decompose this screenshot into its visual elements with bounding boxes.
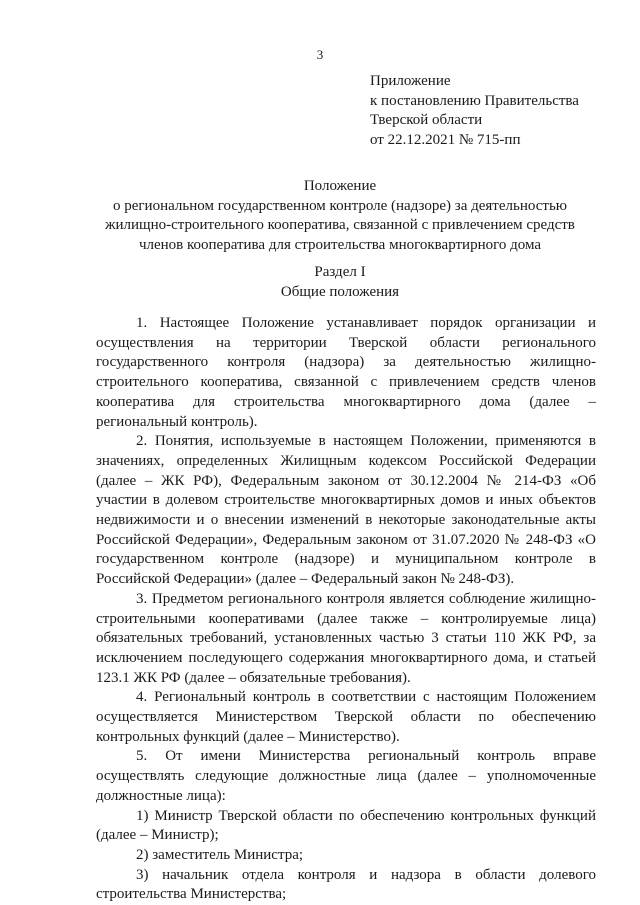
paragraph: 1. Настоящее Положение устанавливает порядок организации и осуществления на территории Тверской области регионального государственного контроля (надзора) за деятельностью жилищно-строительного кооператива, связанной с привлечением средств членов кооператива для строительства многоквартирного дома (далее – региональный контроль). — [96, 315, 596, 430]
list-item: 2) заместитель Министра; — [136, 846, 304, 863]
section-heading — [90, 263, 590, 302]
appendix-line: к постановлению Правительства — [370, 92, 579, 109]
appendix-line: Тверской области — [370, 112, 483, 128]
appendix-line: Приложение — [370, 73, 451, 89]
paragraph: 4. Региональный контроль в соответствии с настоящим Положением осуществляется Министерством Тверской области по обеспечению контрольных функций (далее – Министерство). — [96, 689, 596, 745]
list-item: 1) Министр Тверской области по обеспечению контрольных функций (далее – Министр); — [96, 807, 596, 844]
paragraph: 2. Понятия, используемые в настоящем Положении, применяются в значениях, определенных Жилищным кодексом Российской Федерации (далее – ЖК РФ), Федеральным законом от 30.12.2004 № 214-ФЗ «Об участии в долевом строительстве многоквартирных домов и иных объектов недвижимости и о внесении изменений в некоторые законодательные акты Российской Федерации», Федеральным законом от 31.07.2020 № 248-ФЗ «О государственном контроле (надзоре) и муниципальном контроле в Российской Федерации» (далее – Федеральный закон № 248-ФЗ). — [96, 433, 596, 588]
title-line: членов кооператива для строительства многоквартирного дома — [138, 236, 542, 253]
list-item: 3) начальник отдела контроля и надзора в области долевого строительства Министерства; — [96, 866, 596, 903]
appendix-header — [370, 72, 620, 150]
paragraph: 5. От имени Министерства региональный контроль вправе осуществлять следующие должностные лица (далее – уполномоченные должностные лица): — [96, 748, 596, 804]
section-number: Раздел I — [314, 264, 366, 280]
body-text — [96, 314, 596, 905]
document-title — [90, 177, 590, 255]
page-number: 3 — [316, 47, 324, 62]
title-line: о региональном государственном контроле (надзоре) за деятельностью — [113, 197, 567, 214]
section-name: Общие положения — [280, 283, 400, 300]
title-line: Положение — [303, 178, 377, 194]
title-line: жилищно-строительного кооператива, связанной с привлечением средств — [105, 217, 575, 233]
paragraph: 3. Предметом регионального контроля является соблюдение жилищно-строительными кооперативами (далее также – контролируемые лица) обязательных требований, установленных частью 3 статьи 110 ЖК РФ, за исключением последующего содержания многоквартирного дома, и статьей 123.1 ЖК РФ (далее – обязательные требования). — [96, 590, 596, 686]
appendix-line: от 22.12.2021 № 715-пп — [370, 131, 521, 148]
